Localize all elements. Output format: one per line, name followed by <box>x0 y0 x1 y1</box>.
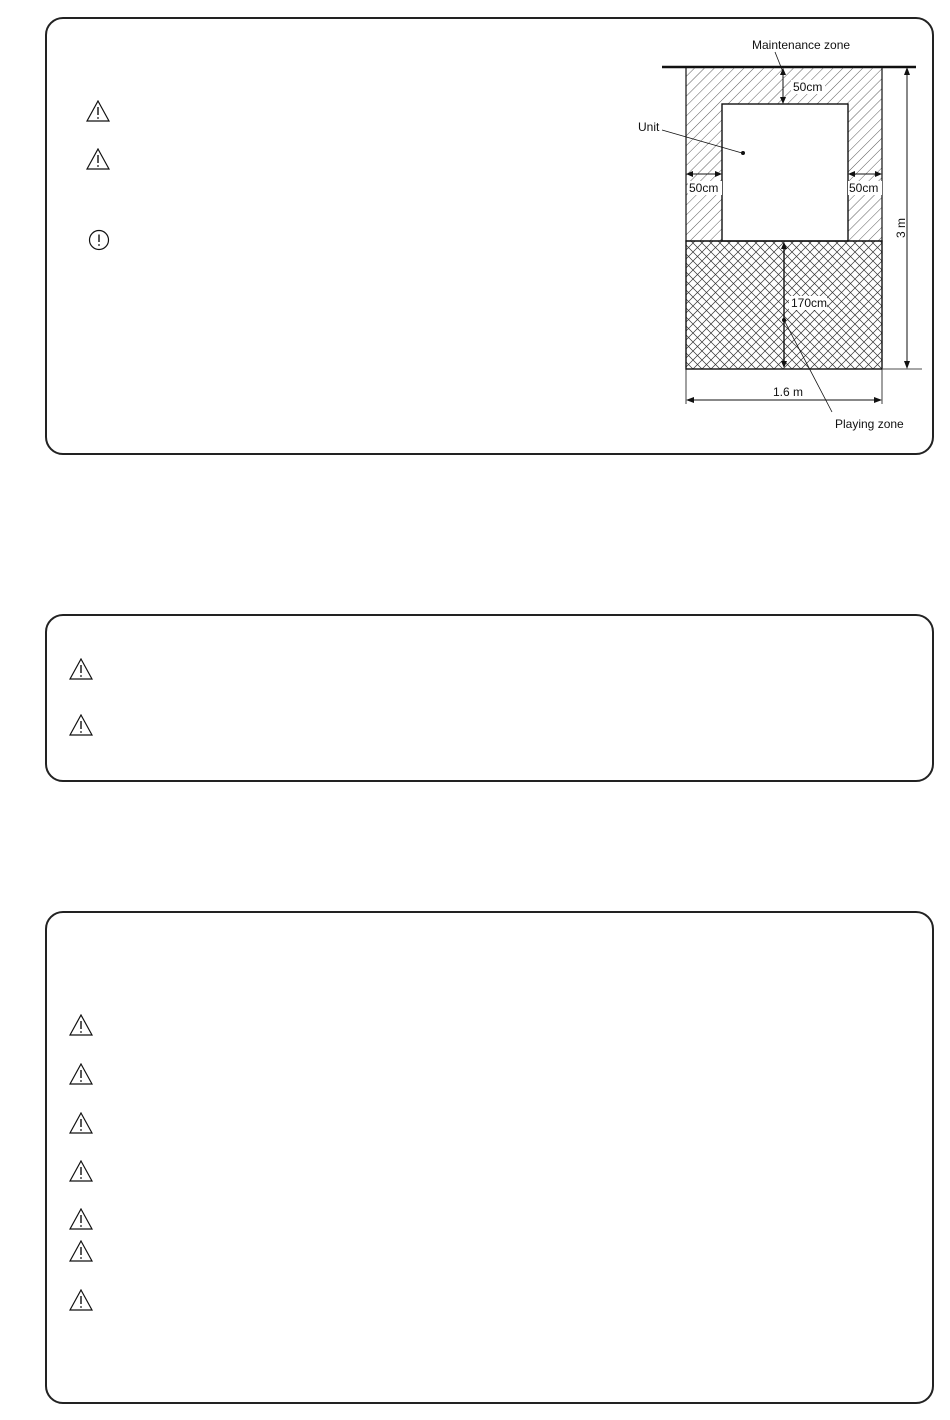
warning-triangle-icon <box>69 1014 93 1036</box>
playing-depth-label: 170cm <box>791 296 828 310</box>
installation-space-diagram <box>630 30 935 435</box>
warning-triangle-icon <box>69 1112 93 1134</box>
left-clearance-label: 50cm <box>689 181 719 195</box>
warning-triangle-icon <box>69 1160 93 1182</box>
height-label: 3 m <box>894 217 908 238</box>
caution-circle-icon <box>87 229 111 251</box>
warning-triangle-icon <box>69 1063 93 1085</box>
unit-label: Unit <box>638 120 660 134</box>
warning-triangle-icon <box>69 1289 93 1311</box>
warning-triangle-icon <box>69 1208 93 1230</box>
warning-triangle-icon <box>69 714 93 736</box>
playing-zone-label: Playing zone <box>835 417 904 431</box>
warnings-panel-3 <box>45 911 934 1404</box>
maintenance-zone-label: Maintenance zone <box>752 38 851 52</box>
top-clearance-label: 50cm <box>793 80 823 94</box>
width-label: 1.6 m <box>773 385 804 399</box>
warning-triangle-icon <box>69 1240 93 1262</box>
warning-triangle-icon <box>69 658 93 680</box>
warnings-panel-2 <box>45 614 934 782</box>
warning-triangle-icon <box>86 100 110 122</box>
warning-triangle-icon <box>86 148 110 170</box>
unit-box <box>722 104 848 241</box>
right-clearance-label: 50cm <box>849 181 879 195</box>
